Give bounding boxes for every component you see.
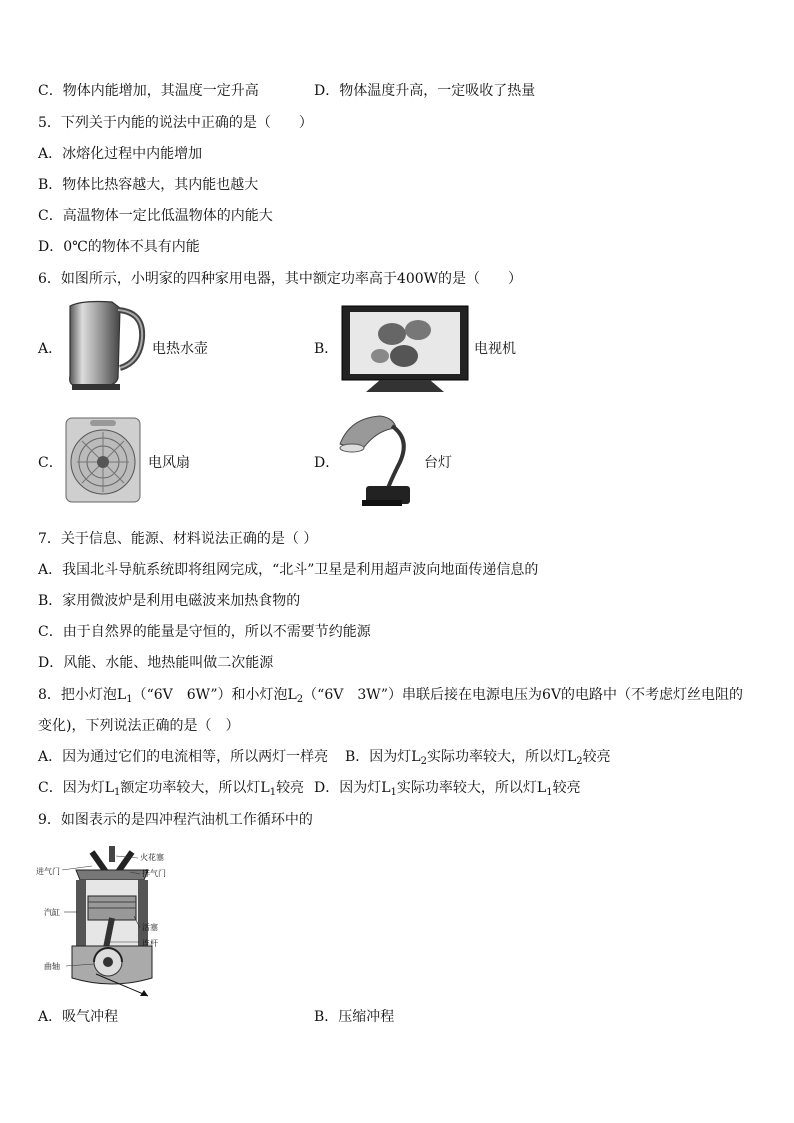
q4-option-d: D．物体温度升高，一定吸收了热量 [314,83,536,99]
q6-option-a-label: 电热水壶 [152,341,208,357]
q4-option-c: C．物体内能增加，其温度一定升高 [38,83,259,99]
q7-stem: 7．关于信息、能源、材料说法正确的是（ ） [38,531,318,547]
q6-option-b-label: 电视机 [474,341,516,357]
label-piston: 活塞 [142,923,158,932]
q7-option-c: C．由于自然界的能量是守恒的，所以不需要节约能源 [38,624,371,640]
q7-option-d: D．风能、水能、地热能叫做二次能源 [38,655,274,671]
q6-option-c-letter: C． [38,455,63,471]
q5-option-a: A．冰熔化过程中内能增加 [38,146,203,162]
label-cylinder: 汽缸 [44,908,60,917]
q6-option-b-letter: B． [314,341,339,357]
engine-diagram [36,846,186,1002]
q8-option-d: D．因为灯$L_1$实际功率较大，所以灯$L_1$较亮 [314,780,581,798]
kettle-image [62,298,148,392]
desk-lamp-image [336,410,420,510]
label-intake-valve: 进气门 [36,867,60,876]
q5-option-b: B．物体比热容越大，其内能也越大 [38,177,259,193]
q8-stem-line2: 变化)，下列说法正确的是（ ） [38,718,240,734]
q7-option-b: B．家用微波炉是利用电磁波来加热食物的 [38,593,301,609]
q9-stem: 9．如图表示的是四冲程汽油机工作循环中的 [38,812,313,828]
label-spark-plug: 火花塞 [140,853,164,862]
q8-stem: 8．把小灯泡$L_1(“6V$ 6W”）和小灯泡$L_2(“6V$ 3W”）串联后接在电源电压为6V的电路中（不考虑灯丝电阻的 [38,687,744,705]
label-connecting-rod: 连杆 [142,939,158,948]
q6-stem: 6．如图所示，小明家的四种家用电器，其中额定功率高于400W的是（ ） [38,271,523,287]
fan-image [64,416,142,506]
q5-stem: 5．下列关于内能的说法中正确的是（ ） [38,115,313,131]
q9-option-b: B．压缩冲程 [314,1009,395,1025]
label-crankshaft: 曲轴 [44,962,60,971]
q8-option-c: C．因为灯$L_1$额定功率较大，所以灯$L_1$较亮 [38,780,305,798]
label-exhaust-valve: 排气门 [142,869,166,878]
q6-option-d-label: 台灯 [424,455,452,471]
q6-option-a-letter: A． [38,341,63,357]
q6-option-d-letter: D． [314,455,340,471]
q9-option-a: A．吸气冲程 [38,1009,119,1025]
tv-image [340,304,470,396]
q5-option-d: D．0℃的物体不具有内能 [38,239,200,255]
q8-option-b: B．因为灯$L_2$实际功率较大，所以灯$L_2$较亮 [345,749,611,767]
q8-option-a: A．因为通过它们的电流相等，所以两灯一样亮 [38,749,329,765]
q5-option-c: C．高温物体一定比低温物体的内能大 [38,208,273,224]
q6-option-c-label: 电风扇 [148,455,190,471]
q7-option-a: A．我国北斗导航系统即将组网完成，“北斗”卫星是利用超声波向地面传递信息的 [38,562,539,578]
